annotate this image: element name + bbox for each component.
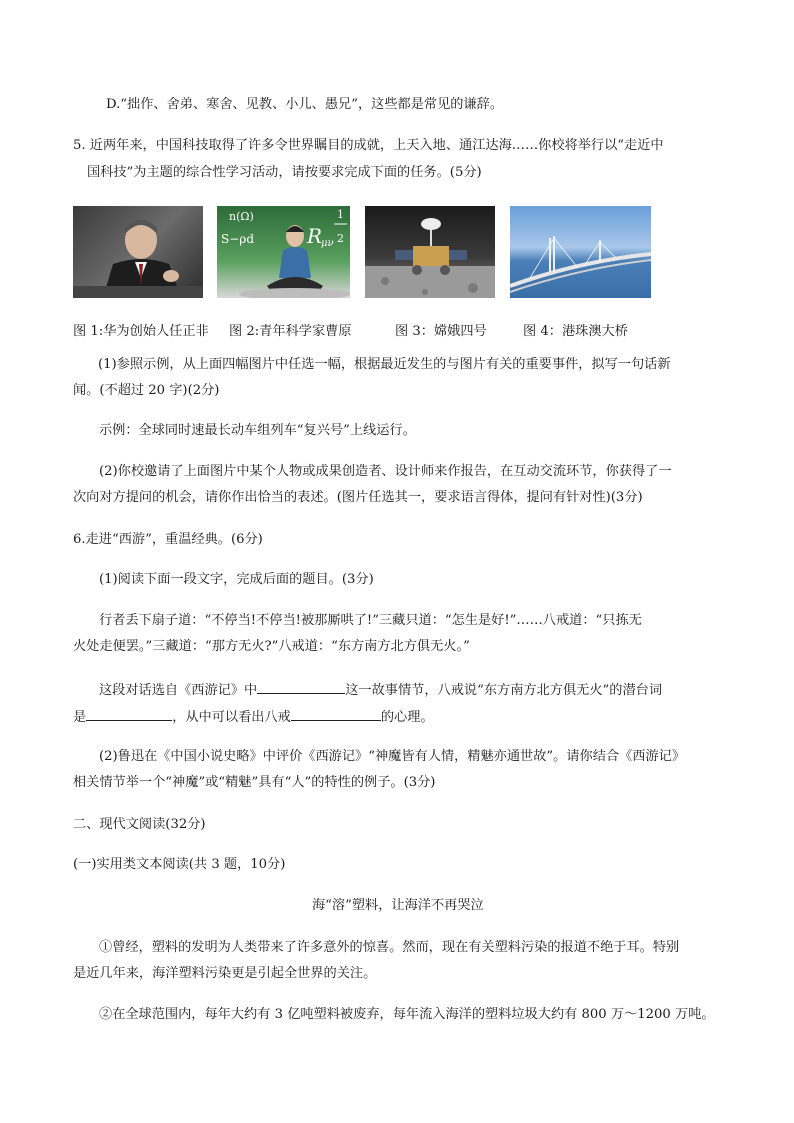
question-5-2-line-1: (2)你校邀请了上面图片中某个人物或成果创造者、设计师来作报告，在互动交流环节，你获得了一	[99, 464, 672, 479]
formula-fraction-top: 1	[337, 208, 344, 221]
fill-in-2-suffix: 的心理。	[380, 710, 434, 725]
passage-line-1: 行者丢下扇子道：“不停当!不停当!被那厮哄了!”三藏只道：“怎生是好!”……八戒道：“只拣无	[99, 613, 642, 628]
fill-in-2-middle: ，从中可以看出八戒	[172, 710, 291, 725]
question-5-2-line-2: 次向对方提问的机会，请你作出恰当的表述。(图片任选其一，要求语言得体，提问有针对性)(3分)	[73, 490, 643, 505]
passage-line-2: 火处走便罢。”三藏道：“那方无火?”八戒道：“东方南方北方俱无火。”	[73, 639, 470, 654]
figure-1-illustration	[73, 206, 203, 298]
example-text: 示例：全球同时速最长动车组列车“复兴号”上线运行。	[99, 423, 416, 438]
formula-subscript: μν	[321, 238, 334, 249]
fill-in-line-1	[99, 679, 662, 701]
figure-3-image	[365, 206, 495, 298]
formula-top: n(Ω)	[229, 210, 254, 223]
fill-in-line-2	[73, 706, 434, 728]
fill-in-1-suffix: 这一故事情节，八戒说“东方南方北方俱无火”的潜台词	[345, 683, 663, 698]
section-2-heading: 二、现代文阅读(32分)	[73, 817, 206, 832]
answer-blank-1[interactable]	[257, 679, 345, 694]
paragraph-1-line-1: ①曾经，塑料的发明为人类带来了许多意外的惊喜。然而，现在有关塑料污染的报道不绝于耳。特别	[99, 940, 680, 955]
paragraph-1-line-2: 是近几年来，海洋塑料污染更是引起全世界的关注。	[73, 966, 377, 981]
fill-in-1-prefix: 这段对话选自《西游记》中	[99, 683, 258, 698]
question-6-heading: 6.走进“西游”，重温经典。(6分)	[73, 532, 263, 547]
figure-4-image	[510, 206, 651, 298]
fill-in-2-prefix: 是	[73, 710, 87, 725]
article-title: 海“溶”塑料，让海洋不再哭泣	[312, 898, 484, 913]
question-5-1-line-1: (1)参照示例，从上面四幅图片中任选一幅，根据最近发生的与图片有关的重要事件，拟写一句话新	[98, 357, 671, 372]
figure-2-image	[217, 206, 350, 298]
figure-4-caption: 图 4：港珠澳大桥	[523, 324, 628, 339]
answer-blank-2[interactable]	[86, 706, 172, 721]
answer-blank-3[interactable]	[291, 706, 381, 721]
figure-1-image	[73, 206, 203, 298]
formula-left: S−ρd	[221, 232, 255, 246]
question-6-2-line-2: 相关情节举一个“神魔”或“精魅”具有“人”的特性的例子。(3分)	[73, 775, 436, 790]
formula-r: R	[307, 224, 323, 248]
question-5-1-line-2: 闻。(不超过 20 字)(2分)	[73, 383, 220, 398]
subsection-1-heading: (一)实用类文本阅读(共 3 题，10分)	[73, 857, 286, 872]
figure-4-illustration	[510, 206, 651, 298]
paragraph-2-line-1: ②在全球范围内，每年大约有 3 亿吨塑料被废弃，每年流入海洋的塑料垃圾大约有 800 万～1200 万吨。	[99, 1007, 715, 1022]
question-5-line-2: 国科技”为主题的综合性学习活动，请按要求完成下面的任务。(5分)	[87, 165, 482, 180]
formula-fraction-bottom: 2	[337, 232, 344, 245]
figure-3-illustration	[365, 206, 495, 298]
figure-3-caption: 图 3：嫦娥四号	[395, 324, 487, 339]
figure-1-caption: 图 1:华为创始人任正非	[73, 324, 209, 339]
option-d-text: D.“拙作、舍弟、寒舍、见教、小儿、愚兄”，这些都是常见的谦辞。	[106, 97, 504, 112]
figure-2-caption: 图 2:青年科学家曹原	[229, 324, 352, 339]
figure-2-illustration	[217, 206, 350, 298]
question-6-1-text: (1)阅读下面一段文字，完成后面的题目。(3分)	[99, 572, 374, 587]
question-5-line-1: 5. 近两年来，中国科技取得了许多令世界瞩目的成就，上天入地、通江达海……你校将举行以“走近中	[73, 138, 664, 153]
question-6-2-line-1: (2)鲁迅在《中国小说史略》中评价《西游记》“神魔皆有人情，精魅亦通世故”。请你结合《西游记》	[99, 749, 686, 764]
